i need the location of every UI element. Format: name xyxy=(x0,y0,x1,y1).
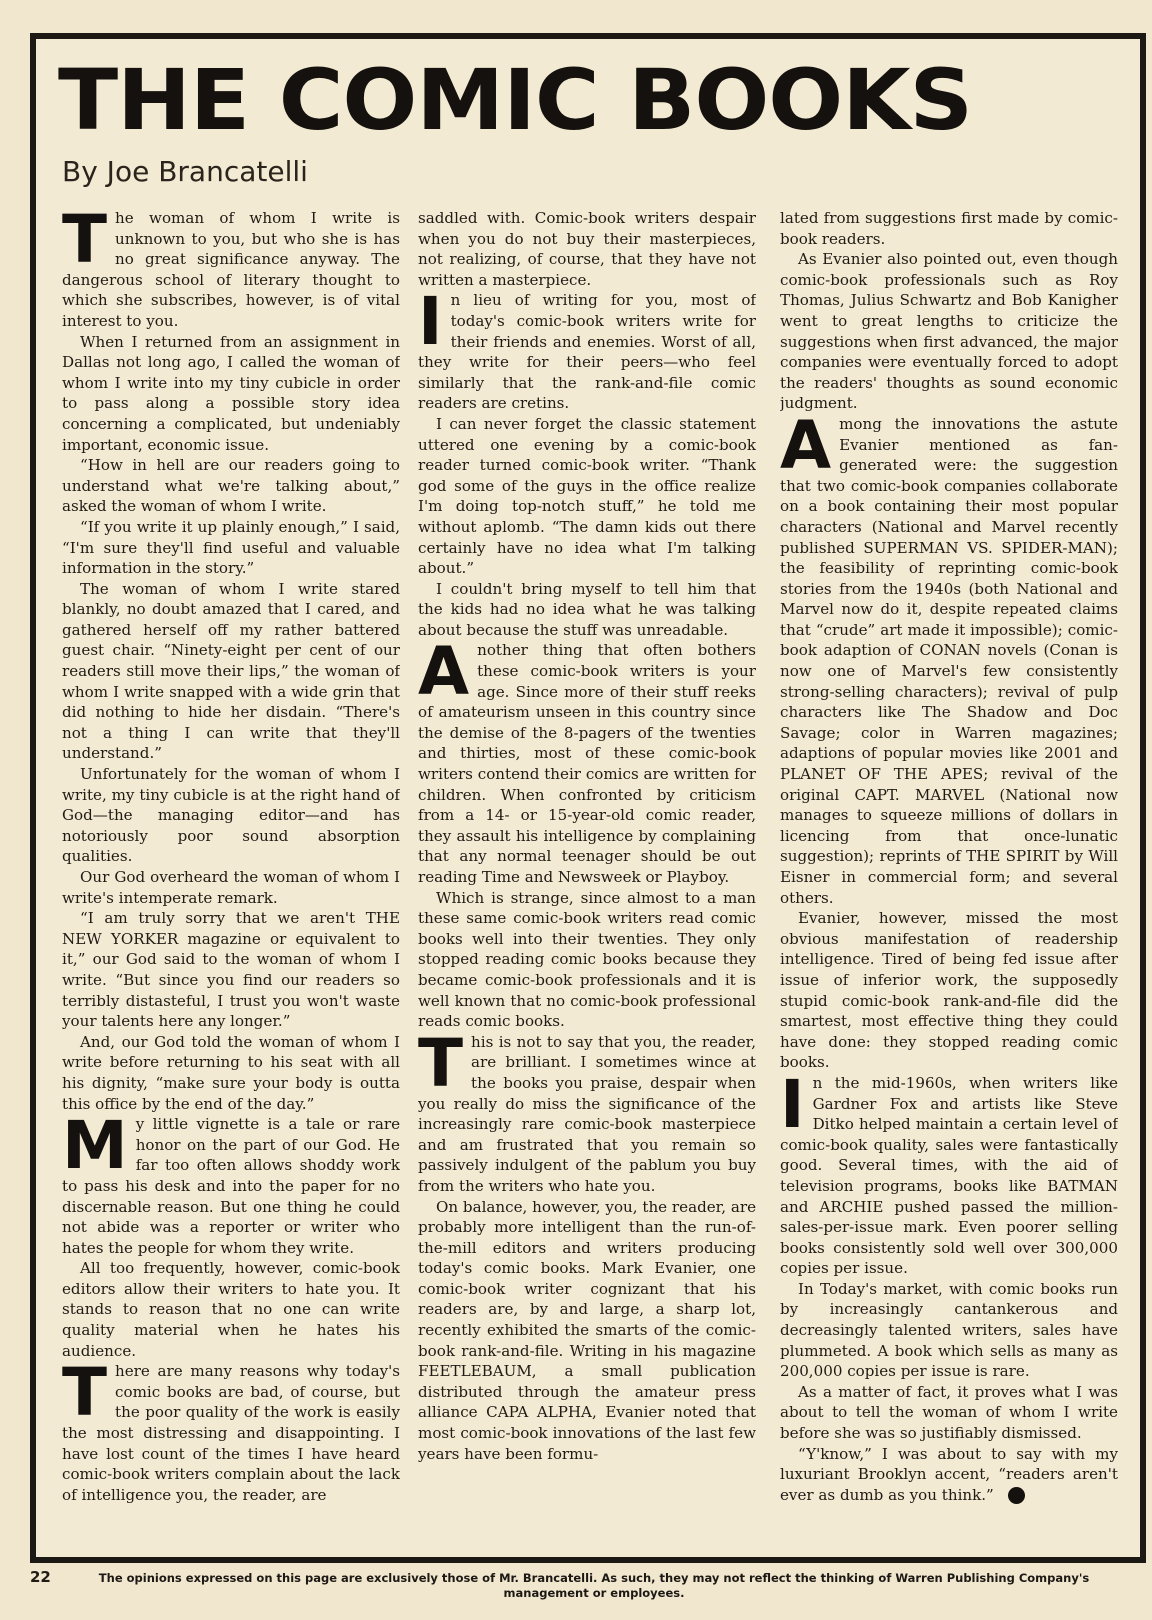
article-paragraph xyxy=(62,908,400,1032)
article-paragraph xyxy=(418,283,756,414)
paragraph-text: I can never forget the classic statement uttered one evening by a comic-book reader turned comic-book writer. “Thank god some of the guys in the office realize I'm doing top-notch stuff,” he told me without aplomb. “The damn kids out there certainly have no idea what I'm talking about.” xyxy=(418,414,756,578)
article-paragraph xyxy=(62,208,400,332)
text-column-3 xyxy=(780,208,1118,1528)
drop-cap: T xyxy=(62,1354,108,1432)
article-paragraph xyxy=(780,1444,1118,1506)
article-paragraph xyxy=(418,414,756,579)
article-paragraph xyxy=(62,332,400,456)
paragraph-text: All too frequently, however, comic-book editors allow their writers to hate you. It stands to reason that no one can write quality material when he hates his audience. xyxy=(62,1259,400,1360)
article-paragraph xyxy=(780,249,1118,414)
page-number: 22 xyxy=(30,1568,51,1586)
article-paragraph xyxy=(780,908,1118,1073)
article-paragraph xyxy=(62,1032,400,1114)
article-paragraph xyxy=(62,579,400,764)
article-paragraph xyxy=(62,1107,400,1258)
text-column-1 xyxy=(62,208,400,1528)
paragraph-text: nother thing that often bothers these comic-book writers is your age. Since more of their stuff reeks of amateurism unseen in this country since the demise of the 8-pagers of the twenties and thirties, most of these comic-book writers contend their comics are written for children. When confronted by criticism from a 14- or 15-year-old comic reader, they assault his intelligence by complaining that any normal teenager should be out reading Time and Newsweek or Playboy. xyxy=(418,641,756,886)
drop-cap: T xyxy=(418,1024,464,1102)
text-column-2 xyxy=(418,208,756,1528)
drop-cap: A xyxy=(418,633,470,711)
paragraph-text: On balance, however, you, the reader, are probably more intelligent than the run-of-the-mill editors and writers producing today's comic books. Mark Evanier, one comic-book writer cognizant that his readers are, by and large, a sharp lot, recently exhibited the smarts of the comic-book rank-and-file. Writing in his magazine FEETLEBAUM, a small publication distributed through the amateur press alliance CAPA ALPHA, Evanier noted that most comic-book innovations of the last few years have been formu- xyxy=(418,1197,756,1463)
article-paragraph xyxy=(418,208,756,290)
paragraph-text: his is not to say that you, the reader, are brilliant. I sometimes wince at the books you praise, despair when you really do miss the significance of the increasingly rare comic-book masterpiece and am frustrated that you remain so passively indulgent of the pablum you buy from the writers who hate you. xyxy=(418,1032,756,1195)
drop-cap: I xyxy=(780,1065,805,1143)
drop-cap: A xyxy=(780,406,832,484)
article-paragraph xyxy=(780,208,1118,249)
paragraph-text: As Evanier also pointed out, even though comic-book professionals such as Roy Thomas, Julius Schwartz and Bob Kanigher went to great lengths to criticize the suggestions when first advanced, the major companies were eventually forced to adopt the readers' thoughts as sound economic judgment. xyxy=(780,250,1118,413)
article-paragraph xyxy=(780,406,1118,908)
end-of-article-icon xyxy=(1008,1487,1025,1504)
article-paragraph xyxy=(62,1258,400,1361)
paragraph-text: “Y'know,” I was about to say with my luxuriant Brooklyn accent, “readers aren't ever as dumb as you think.” xyxy=(780,1444,1118,1504)
article-paragraph xyxy=(418,1024,756,1197)
drop-cap: T xyxy=(62,208,108,278)
paragraph-text: And, our God told the woman of whom I write before returning to his seat with all his dignity, “make sure your body is outta this office by the end of the day.” xyxy=(62,1032,400,1113)
paragraph-text: “If you write it up plainly enough,” I said, “I'm sure they'll find useful and valuable information in the story.” xyxy=(62,517,400,578)
paragraph-text: here are many reasons why today's comic books are bad, of course, but the poor quality of the work is easily the most distressing and disappointing. I have lost count of the times I have heard comic-book writers complain about the lack of intelligence you, the reader, are xyxy=(62,1362,400,1504)
paragraph-text: he woman of whom I write is unknown to you, but who she is has no great significance anyway. The dangerous school of literary thought to which she subscribes, however, is of vital interest to you. xyxy=(62,209,400,330)
paragraph-text: When I returned from an assignment in Dallas not long ago, I called the woman of whom I write into my tiny cubicle in order to pass along a possible story idea concerning a complicated, but undeniably important, economic issue. xyxy=(62,332,400,454)
paragraph-text: saddled with. Comic-book writers despair when you do not buy their masterpieces, not realizing, of course, that they have not written a masterpiece. xyxy=(418,209,756,289)
paragraph-text: n lieu of writing for you, most of today's comic-book writers write for their friends and enemies. Worst of all, they write for their peers—who feel similarly that the rank-and-file comic readers are cretins. xyxy=(418,291,756,413)
paragraph-text: The woman of whom I write stared blankly, no doubt amazed that I cared, and gathered herself off my rather battered guest chair. “Ninety-eight per cent of our readers still move their lips,” the woman of whom I write snapped with a wide grin that did nothing to hide her disdain. “There's not a thing I can write that they'll understand.” xyxy=(62,579,400,763)
article-paragraph xyxy=(62,455,400,517)
paragraph-text: y little vignette is a tale or rare honor on the part of our God. He far too often allows shoddy work to pass his desk and into the paper for no discernable reason. But one thing he could not abide was a reporter or writer who hates the people for whom they write. xyxy=(62,1115,400,1257)
drop-cap: M xyxy=(62,1107,128,1185)
article-paragraph xyxy=(780,1382,1118,1444)
article-paragraph xyxy=(62,764,400,867)
article-paragraph xyxy=(62,517,400,579)
article-paragraph xyxy=(418,579,756,641)
article-title: THE COMIC BOOKS xyxy=(58,51,972,149)
paragraph-text: As a matter of fact, it proves what I was about to tell the woman of whom I write before she was so justifiably dismissed. xyxy=(780,1382,1118,1443)
article-paragraph xyxy=(780,1279,1118,1382)
article-paragraph xyxy=(62,1354,400,1505)
paragraph-text: Which is strange, since almost to a man these same comic-book writers read comic books well into their twenties. They only stopped reading comic books because they became comic-book professionals and it is well known that no comic-book professional reads comic books. xyxy=(418,888,756,1031)
paragraph-text: n the mid-1960s, when writers like Gardner Fox and artists like Steve Ditko helped maintain a certain level of comic-book quality, sales were fantastically good. Several times, with the aid of television programs, books like BATMAN and ARCHIE pushed passed the million-sales-per-issue mark. Even poorer selling books consistently sold well over 300,000 copies per issue. xyxy=(780,1073,1118,1278)
article-paragraph xyxy=(418,1197,756,1465)
paragraph-text: “I am truly sorry that we aren't THE NEW YORKER magazine or equivalent to it,” our God said to the woman of whom I write. “But since you find our readers so terribly distasteful, I trust you won't waste your talents here any longer.” xyxy=(62,909,400,1031)
byline: By Joe Brancatelli xyxy=(62,155,308,188)
disclaimer: The opinions expressed on this page are exclusively those of Mr. Brancatelli. As such, they may not reflect the thinking of Warren Publishing Company's management or employees. xyxy=(98,1571,1090,1600)
article-paragraph xyxy=(780,1065,1118,1279)
paragraph-text: Unfortunately for the woman of whom I write, my tiny cubicle is at the right hand of God—the managing editor—and has notoriously poor sound absorption qualities. xyxy=(62,765,400,866)
paragraph-text: mong the innovations the astute Evanier mentioned as fan-generated were: the suggestion that two comic-book companies collaborate on a book containing their most popular characters (National and Marvel recently published SUPERMAN VS. SPIDER-MAN); the feasibility of reprinting comic-book stories from the 1940s (both National and Marvel now do it, despite repeated claims that “crude” art made it impossible); comic-book adaption of CONAN novels (Conan is now one of Marvel's few consistently strong-selling characters); revival of pulp characters like The Shadow and Doc Savage; color in Warren magazines; adaptions of popular movies like 2001 and PLANET OF THE APES; revival of the original CAPT. MARVEL (National now manages to squeeze millions of dollars in licencing from that once-lunatic suggestion); reprints of THE SPIRIT by Will Eisner in commercial form; and several others. xyxy=(780,414,1118,907)
paragraph-text: In Today's market, with comic books run by increasingly cantankerous and decreasingly talented writers, sales have plummeted. A book which sells as many as 200,000 copies per issue is rare. xyxy=(780,1279,1118,1381)
paragraph-text: lated from suggestions first made by comic-book readers. xyxy=(780,209,1118,248)
paragraph-text: “How in hell are our readers going to understand what we're talking about,” asked the woman of whom I write. xyxy=(62,456,400,516)
paragraph-text: Our God overheard the woman of whom I write's intemperate remark. xyxy=(62,868,400,907)
article-paragraph xyxy=(418,633,756,887)
article-paragraph xyxy=(418,888,756,1032)
drop-cap: I xyxy=(418,283,443,361)
article-paragraph xyxy=(62,867,400,908)
paragraph-text: Evanier, however, missed the most obvious manifestation of readership intelligence. Tired of being fed issue after issue of inferior work, the supposedly stupid comic-book rank-and-file did the smartest, most effective thing they could have done: they stopped reading comic books. xyxy=(780,909,1118,1072)
paragraph-text: I couldn't bring myself to tell him that the kids had no idea what he was talking about because the stuff was unreadable. xyxy=(418,579,756,639)
